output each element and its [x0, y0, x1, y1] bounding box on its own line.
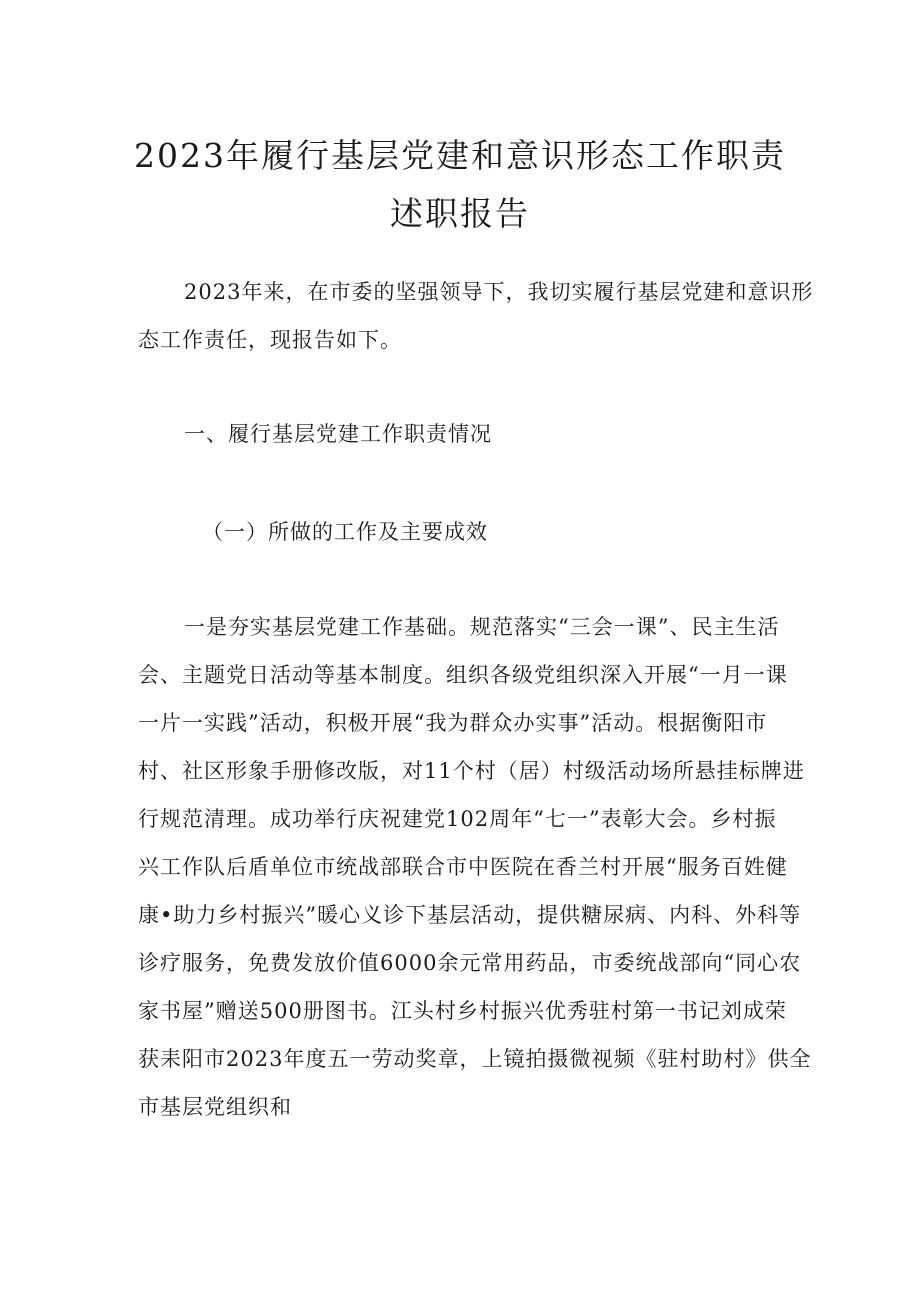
- body-line: 市基层党组织和: [138, 1095, 292, 1119]
- subsection-heading-text: （一）所做的工作及主要成效: [202, 520, 488, 544]
- intro-line: 2023年来，在市委的坚强领导下，我切实履行基层党建和意识形: [184, 280, 814, 304]
- body-line: 行规范清理。成功举行庆祝建党102周年“七一”表彰大会。乡村振: [138, 807, 777, 831]
- document-title-line-2: 述职报告: [390, 194, 530, 233]
- body-line: 获耒阳市2023年度五一劳动奖章，上镜拍摄微视频《驻村助村》供全: [138, 1047, 812, 1071]
- body-line: 一是夯实基层党建工作基础。规范落实“三会一课”、民主生活: [184, 615, 780, 639]
- subsection-heading: [138, 508, 788, 556]
- intro-paragraph: [138, 268, 814, 364]
- section-heading: [138, 410, 788, 458]
- body-line: 康•助力乡村振兴”暖心义诊下基层活动，提供糖尿病、内科、外科等: [138, 903, 802, 927]
- body-line: 诊疗服务，免费发放价值6000余元常用药品，市委统战部向“同心农: [138, 951, 802, 975]
- body-line: 家书屋”赠送500册图书。江头村乡村振兴优秀驻村第一书记刘成荣: [138, 999, 787, 1023]
- body-paragraph: [138, 603, 812, 1131]
- body-line: 村、社区形象手册修改版，对11个村（居）村级活动场所悬挂标牌进: [138, 759, 805, 783]
- intro-line: 态工作责任，现报告如下。: [138, 328, 402, 352]
- document-title-line-1: 2023年履行基层党建和意识形态工作职责: [134, 136, 786, 175]
- body-line: 一片一实践”活动，积极开展“我为群众办实事”活动。根据衡阳市: [138, 711, 768, 735]
- section-heading-text: 一、履行基层党建工作职责情况: [184, 422, 492, 446]
- body-line: 会、主题党日活动等基本制度。组织各级党组织深入开展“一月一课: [138, 663, 788, 687]
- body-line: 兴工作队后盾单位市统战部联合市中医院在香兰村开展“服务百姓健: [138, 855, 788, 879]
